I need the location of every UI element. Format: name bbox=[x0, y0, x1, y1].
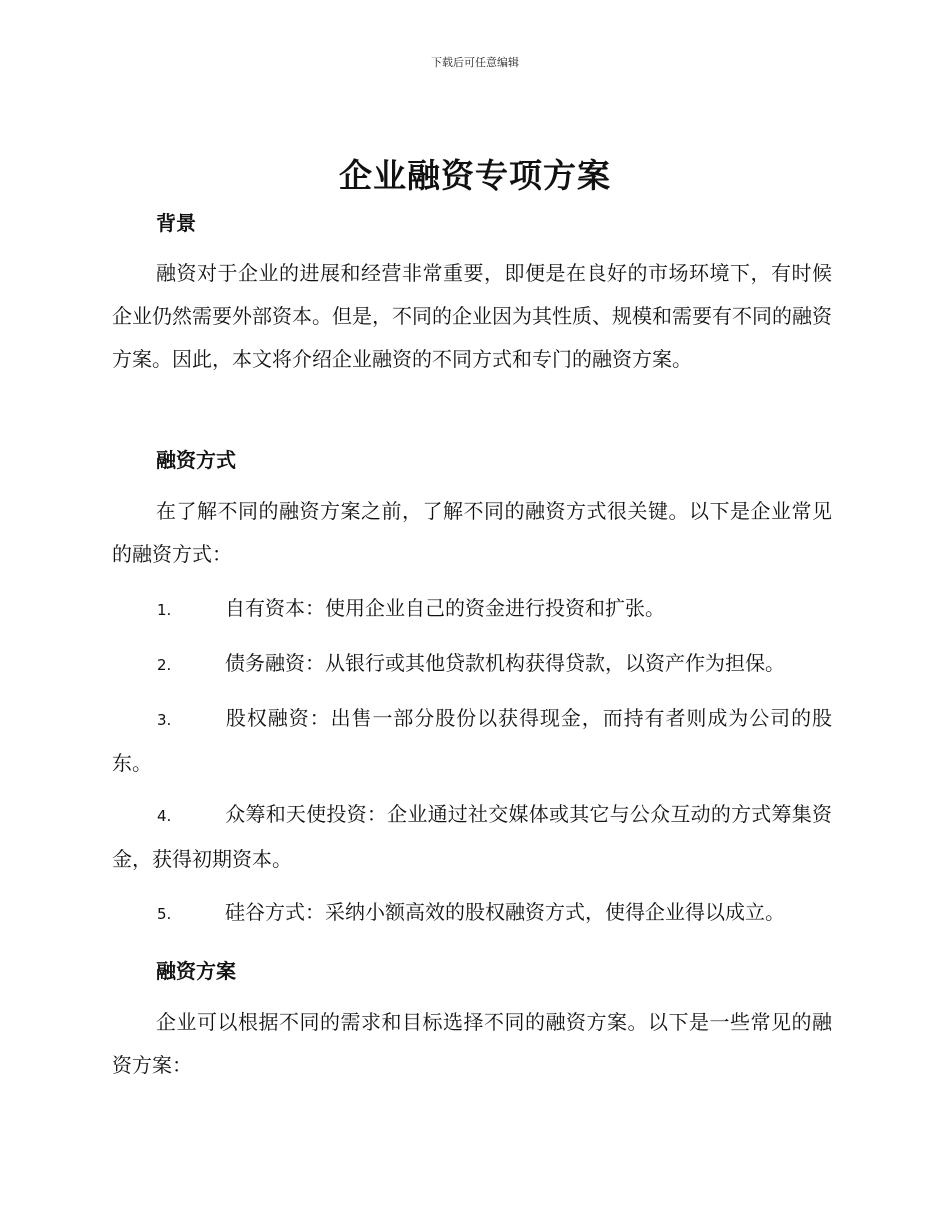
list-item bbox=[112, 891, 832, 936]
section-heading-plans: 融资方案 bbox=[156, 959, 236, 983]
list-item-number: 1. bbox=[157, 601, 172, 619]
list-item-text: 硅谷方式：采纳小额高效的股权融资方式，使得企业得以成立。 bbox=[225, 900, 785, 924]
methods-intro-paragraph: 在了解不同的融资方案之前，了解不同的融资方式很关键。以下是企业常见的融资方式： bbox=[112, 499, 832, 566]
page-header-note: 下载后可任意编辑 bbox=[431, 56, 519, 69]
list-item-number: 5. bbox=[157, 905, 172, 923]
list-item-text: 股权融资：出售一部分股份以获得现金，而持有者则成为公司的股东。 bbox=[112, 706, 832, 775]
list-item-number: 2. bbox=[157, 656, 172, 674]
section-heading-background: 背景 bbox=[156, 211, 196, 235]
background-paragraph: 融资对于企业的进展和经营非常重要，即便是在良好的市场环境下，有时候企业仍然需要外部资本。但是，不同的企业因为其性质、规模和需要有不同的融资方案。因此，本文将介绍企业融资的不同方式和专门的融资方案。 bbox=[112, 261, 832, 371]
list-item-text: 自有资本：使用企业自己的资金进行投资和扩张。 bbox=[225, 596, 665, 620]
document-title: 企业融资专项方案 bbox=[339, 156, 611, 195]
section-heading-methods: 融资方式 bbox=[156, 448, 236, 472]
list-item-number: 3. bbox=[157, 711, 172, 729]
list-item bbox=[112, 697, 832, 785]
list-item-text: 众筹和天使投资：企业通过社交媒体或其它与公众互动的方式筹集资金，获得初期资本。 bbox=[112, 802, 832, 871]
plans-intro-paragraph: 企业可以根据不同的需求和目标选择不同的融资方案。以下是一些常见的融资方案： bbox=[112, 1010, 832, 1077]
list-item-text: 债务融资：从银行或其他贷款机构获得贷款，以资产作为担保。 bbox=[225, 651, 785, 675]
list-item bbox=[112, 587, 832, 632]
list-item bbox=[112, 793, 832, 881]
list-item bbox=[112, 642, 832, 687]
list-item-number: 4. bbox=[157, 807, 172, 825]
